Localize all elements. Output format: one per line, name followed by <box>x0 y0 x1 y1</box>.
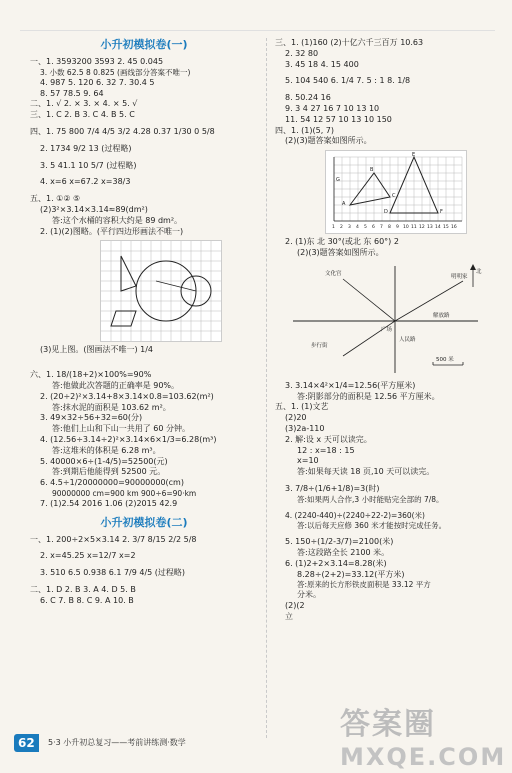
answer-line: 分米。 <box>297 590 321 600</box>
grid-point-label: D <box>384 209 388 216</box>
axis-tick-label: 9 <box>396 225 399 231</box>
grid-point-label: C <box>392 193 396 200</box>
answer-line: 三、1. C 2. B 3. C 4. B 5. C <box>30 110 135 120</box>
answer-line: 4. x=6 x=67.2 x=38/3 <box>40 177 131 187</box>
answer-line: 答:如果两人合作,3 小时能贴完全部的 7/8。 <box>297 494 444 504</box>
answer-line: 3. 7/8÷(1/6+1/8)=3(时) <box>285 483 380 493</box>
answer-line: 3. 510 6.5 0.938 6.1 7/9 4/5 (过程略) <box>40 568 186 578</box>
answer-line: 四、1. (1)(5, 7) <box>275 125 335 135</box>
book-title: 5·3 小升初总复习——考前讲练测·数学 <box>48 738 186 747</box>
answer-line: 一、1. 3593200 3593 2. 45 0.045 <box>30 56 164 66</box>
axis-tick-label: 13 <box>427 225 433 231</box>
answer-line: 2. 解:设 x 天可以读完。 <box>285 434 372 444</box>
grid-point-label: F <box>440 209 443 216</box>
culture-direction-line <box>343 279 395 321</box>
answer-line: 4. (12.56÷3.14÷2)²×3.14×6×1/3=6.28(m³) <box>40 434 217 444</box>
answer-line: (2)20 <box>285 413 307 423</box>
axis-tick-label: 6 <box>372 225 375 231</box>
map-figure <box>283 261 488 379</box>
scale-label: 500 米 <box>436 356 454 363</box>
section-title-mock-2: 小升初模拟卷(二) <box>100 515 188 529</box>
answer-line: 9. 3 4 27 16 7 10 13 10 <box>285 103 380 113</box>
axis-tick-label: 2 <box>340 225 343 231</box>
jiefang-road-label: 解放路 <box>433 312 450 319</box>
answer-line: 2. (1)东 北 30°(或北 东 60°) 2 <box>285 237 399 247</box>
right-column <box>275 38 495 623</box>
axis-tick-label: 5 <box>364 225 367 231</box>
answer-line: (2)3²×3.14×3.14≈89(dm²) <box>40 204 148 214</box>
answer-line: 答:如果每天读 18 页,10 天可以读完。 <box>297 467 435 477</box>
answer-line: (3)2a-110 <box>285 423 325 433</box>
answer-line: 3. 45 18 4. 15 400 <box>285 59 359 69</box>
grid-axis-labels <box>332 224 457 230</box>
grid-point-labels <box>336 152 443 215</box>
column-divider <box>266 38 267 738</box>
answer-line: 8. 50.24 16 <box>285 93 331 103</box>
answer-line: 五、1. ①② ⑤ <box>30 194 81 204</box>
grid-point-label: G <box>336 177 340 184</box>
grid-point-label: B <box>370 167 374 174</box>
walking-street-label: 步行街 <box>311 342 328 349</box>
grid-figure <box>100 240 222 342</box>
grid-point-label: E <box>412 152 416 159</box>
answer-line: 答:阴影部分的面积是 12.56 平方厘米。 <box>297 391 440 401</box>
answer-line: 六、1. 18/(18+2)×100%=90% <box>30 370 152 380</box>
answer-line: 2. 32 80 <box>285 48 319 58</box>
axis-tick-label: 3 <box>348 225 351 231</box>
answer-line: 2. (20÷2)²×3.14+8×3.14×0.8=103.62(m²) <box>40 391 214 401</box>
answer-line: 答:他们上山和下山一共用了 60 分钟。 <box>52 424 190 434</box>
coordinate-grid-svg <box>326 151 466 233</box>
answer-line: x=10 <box>297 456 319 466</box>
watermark-logo <box>300 705 505 769</box>
answer-line: 5. 150÷(1/2-3/7)=2100(米) <box>285 537 394 547</box>
answer-line: (2)(3)题答案如图所示。 <box>285 136 372 146</box>
answer-line: 11. 54 12 57 10 13 10 150 <box>285 114 392 124</box>
axis-tick-label: 8 <box>388 225 391 231</box>
answer-line: 2. 1734 9/2 13 (过程略) <box>40 143 132 153</box>
answer-line: 6. C 7. B 8. C 9. A 10. B <box>40 595 134 605</box>
answer-line: 答:这堆米的体积是 6.28 m³。 <box>52 445 161 455</box>
answer-line: 5. 104 540 6. 1/4 7. 5 : 1 8. 1/8 <box>285 76 411 86</box>
culture-palace-label: 文化宫 <box>325 270 342 277</box>
answer-line: 2. (1)(2)图略。(平行四边形画法不唯一) <box>40 226 184 236</box>
answer-line: 4. (2240-440)÷(2240÷22-2)=360(米) <box>285 510 425 520</box>
axis-tick-label: 15 <box>443 225 449 231</box>
answer-line: 三、1. (1)160 (2)十亿六千三百万 10.63 <box>275 38 424 47</box>
answer-line: 8. 57 78.5 9. 64 <box>40 88 104 98</box>
answer-line: 8.28÷(2+2)=33.12(平方米) <box>297 569 405 579</box>
answer-line: 答:这段路全长 2100 米。 <box>297 547 390 557</box>
coordinate-grid-figure <box>325 150 467 234</box>
renmin-road-label: 人民路 <box>399 336 416 343</box>
home-label: 明明家 <box>451 273 468 280</box>
page-number: 62 <box>14 734 39 752</box>
axis-tick-label: 16 <box>451 225 457 231</box>
answer-line: (2)(3)题答案如图所示。 <box>297 247 384 257</box>
answer-line: 7. (1)2.54 2016 1.06 (2)2015 42.9 <box>40 499 178 509</box>
axis-tick-label: 10 <box>403 225 409 231</box>
answer-line: 答:到期后他能得到 52500 元。 <box>52 467 166 477</box>
answer-line: (2)(2 <box>285 601 305 611</box>
answer-line: 五、1. (1)文艺 <box>275 402 329 412</box>
north-label: 北 <box>476 268 482 275</box>
axis-tick-label: 1 <box>332 225 335 231</box>
answer-line: 90000000 cm=900 km 900÷6=90·km <box>52 488 197 498</box>
answer-line: 答:这个水桶的容积大约是 89 dm²。 <box>52 215 183 225</box>
answer-line: (3)见上图。(图画法不唯一) 1/4 <box>40 345 153 355</box>
watermark-url: MXQE.COM <box>340 743 507 771</box>
answer-line: 立 <box>285 612 293 622</box>
answer-line: 6. 4.5÷1/20000000=90000000(cm) <box>40 478 184 488</box>
grid-point-label: A <box>342 201 346 208</box>
answer-line: 3. 49×32÷56+32=60(分) <box>40 413 143 423</box>
answer-line: 4. 987 5. 120 6. 32 7. 30.4 5 <box>40 77 155 87</box>
answer-line: 答:以后每天应修 360 米才能按时完成任务。 <box>297 520 447 530</box>
answer-line: 答:原来的长方形铁皮面积是 33.12 平方 <box>297 580 431 590</box>
axis-tick-label: 7 <box>380 225 383 231</box>
axis-tick-label: 12 <box>419 225 425 231</box>
section-title-mock-1: 小升初模拟卷(一) <box>100 38 188 51</box>
axis-tick-label: 4 <box>356 225 359 231</box>
answer-line: 3. 5 41.1 10 5/7 (过程略) <box>40 160 137 170</box>
answer-line: 一、1. 200÷2×5×3.14 2. 3/7 8/15 2/2 5/8 <box>30 534 197 544</box>
home-direction-line <box>395 281 463 321</box>
answer-line: 二、1. D 2. B 3. A 4. D 5. B <box>30 585 136 595</box>
answer-line: 12 : x=18 : 15 <box>297 445 355 455</box>
plaza-label: 广场 <box>381 326 393 333</box>
answer-line: 5. 40000×6÷(1-4/5)=52500(元) <box>40 456 168 466</box>
grid-figure-svg <box>101 241 221 341</box>
parallelogram-shape <box>111 311 136 326</box>
axis-tick-label: 11 <box>411 225 417 231</box>
answer-line: 二、1. √ 2. × 3. × 4. × 5. √ <box>30 99 138 109</box>
top-rule <box>20 30 495 31</box>
answer-line: 四、1. 75 800 7/4 4/5 3/2 4.28 0.37 1/30 0 5/8 <box>30 126 215 136</box>
answer-line: 答:抹水泥的面积是 103.62 m²。 <box>52 402 171 412</box>
axis-tick-label: 14 <box>435 225 441 231</box>
answer-line: 2. x=45.25 x=12/7 x=2 <box>40 551 136 561</box>
answer-line: 6. (1)2+2×3.14=8.28(米) <box>285 558 387 568</box>
answer-line: 3. 小数 62.5 8 0.825 (画线部分答案不唯一) <box>40 67 191 77</box>
answer-line: 答:他做此次答题的正确率是 90%。 <box>52 380 180 390</box>
map-svg <box>283 261 488 379</box>
answer-line: 3. 3.14×4²×1/4=12.56(平方厘米) <box>285 380 416 390</box>
left-column <box>30 38 258 607</box>
watermark-text: 答案圈 <box>340 707 436 742</box>
